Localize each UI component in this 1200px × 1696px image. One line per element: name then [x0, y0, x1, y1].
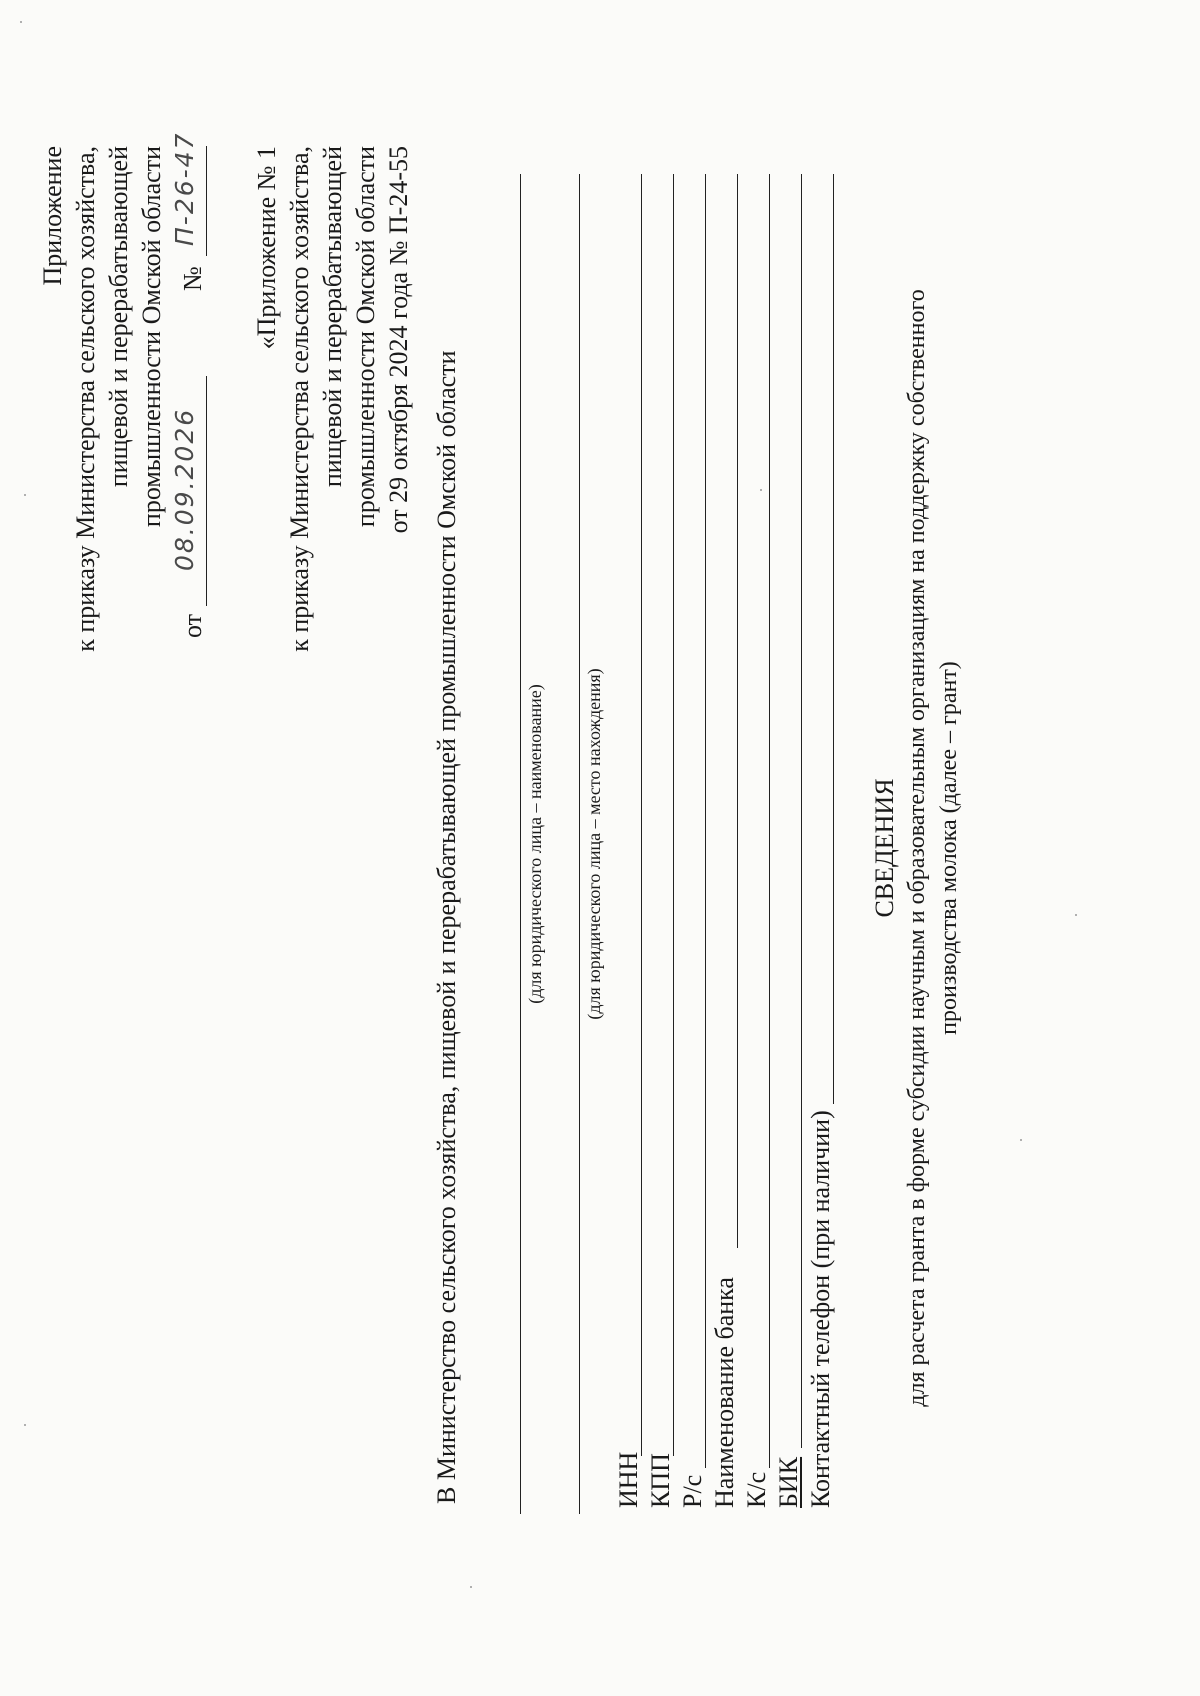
number-label: №: [178, 266, 207, 291]
appendix-title: Приложение: [38, 146, 67, 286]
title-line-1: для расчета гранта в форме субсидии научным и образовательным организациям на поддержку собственного: [904, 289, 930, 1407]
rs-line: [705, 174, 706, 1468]
bank-label: Наименование банка: [710, 1277, 739, 1508]
date-from-label: от: [178, 613, 207, 638]
rs-label: Р/с: [678, 1474, 707, 1508]
appendix-line-3: промышленности Омской области: [137, 146, 166, 528]
scan-speck: [1075, 914, 1077, 916]
location-line: [579, 174, 580, 1514]
bank-line: [737, 174, 738, 1248]
number-handwritten: П-26-47: [170, 131, 199, 246]
appendix-line-2: пищевой и перерабатывающей: [104, 146, 133, 488]
scan-speck: [1020, 1139, 1022, 1141]
scan-speck: [760, 489, 762, 491]
date-line: [206, 376, 207, 606]
number-line: [206, 146, 207, 256]
title-line-2: производства молока (далее – грант): [936, 661, 962, 1035]
inn-line: [641, 174, 642, 1456]
phone-label: Контактный телефон (при наличии): [806, 1110, 835, 1508]
scan-speck: [24, 494, 26, 496]
bik-label: БИК: [774, 1456, 803, 1508]
ks-line: [769, 174, 770, 1468]
ks-label: К/с: [742, 1471, 771, 1508]
scan-speck: [24, 1424, 26, 1426]
prior-appendix-line-1: к приказу Министерства сельского хозяйства,: [285, 146, 314, 652]
prior-appendix-line-2: пищевой и перерабатывающей: [318, 146, 347, 488]
kpp-label: КПП: [646, 1453, 675, 1508]
name-line: [520, 174, 521, 1514]
kpp-line: [673, 174, 674, 1456]
scan-speck: [20, 21, 22, 23]
addressee: В Министерство сельского хозяйства, пищевой и перерабатывающей промышленности Омской области: [432, 350, 461, 1504]
inn-label: ИНН: [614, 1451, 643, 1508]
bik-line: [801, 174, 802, 1448]
prior-appendix-line-4: от 29 октября 2024 года № П-24-55: [384, 146, 413, 534]
prior-appendix-title: «Приложение № 1: [252, 146, 281, 350]
location-caption: (для юридического лица – место нахождения): [584, 668, 604, 1020]
prior-appendix-line-3: промышленности Омской области: [351, 146, 380, 528]
name-caption: (для юридического лица – наименование): [525, 684, 545, 1004]
scan-speck: [470, 1586, 472, 1588]
title-heading: СВЕДЕНИЯ: [870, 778, 899, 918]
appendix-line-1: к приказу Министерства сельского хозяйства,: [71, 146, 100, 652]
date-handwritten: 08.09.2026: [170, 407, 199, 571]
phone-line: [833, 174, 834, 1104]
